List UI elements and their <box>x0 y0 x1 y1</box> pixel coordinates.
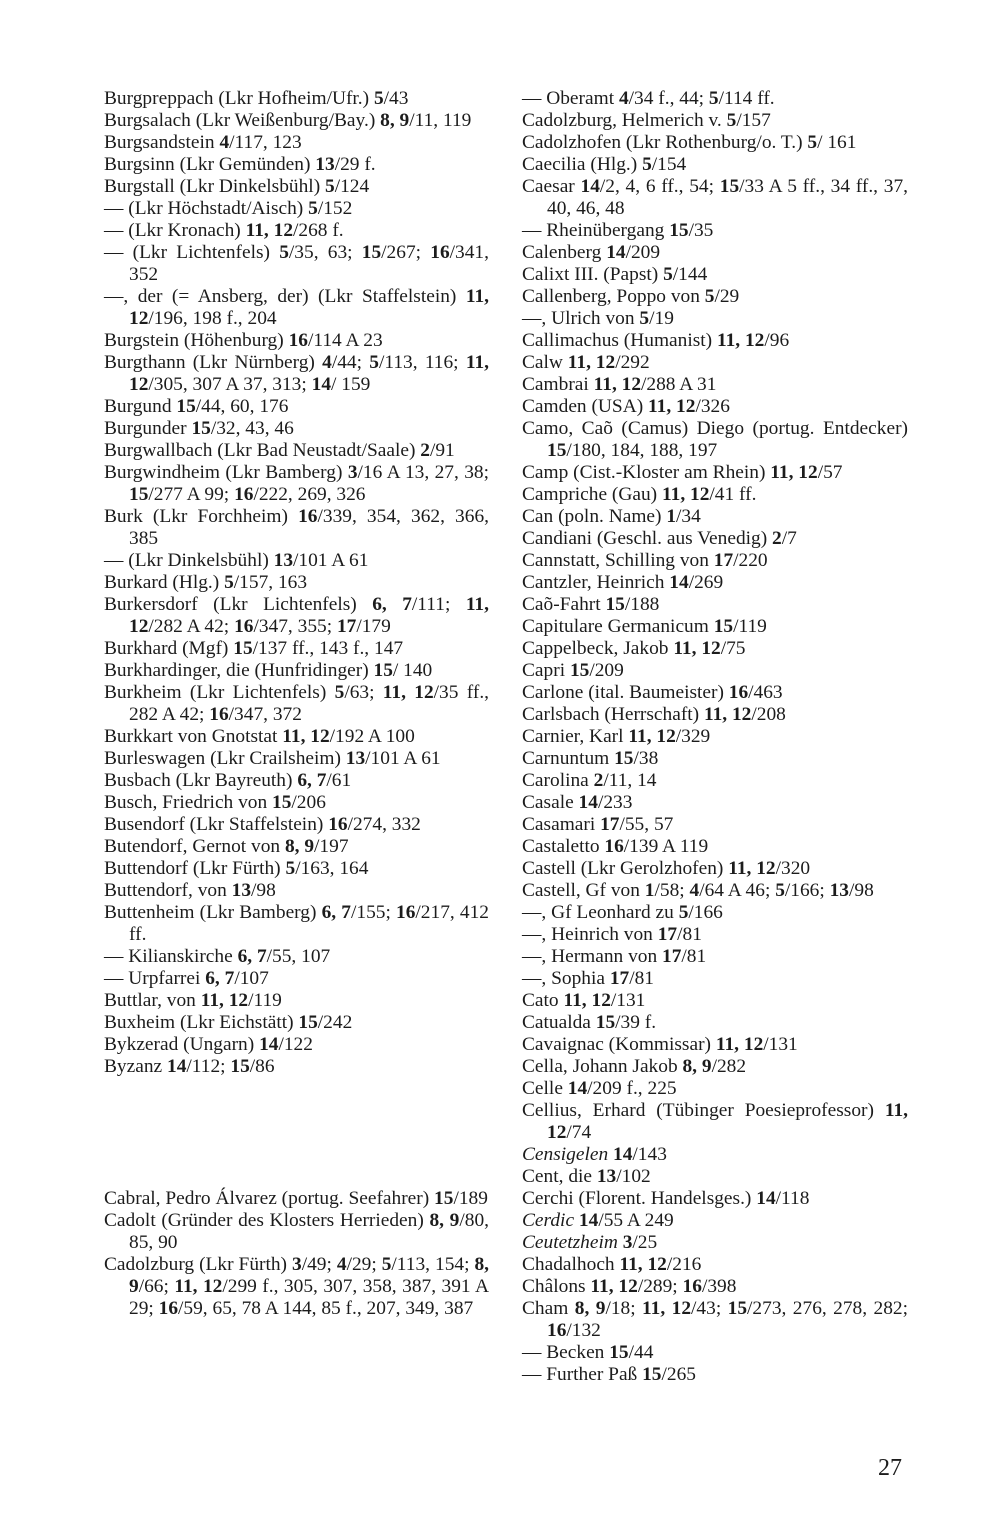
index-entry: Burgstein (Höhenburg) 16/114 A 23 <box>104 330 383 351</box>
index-entry: Buttendorf, von 13/98 <box>104 880 276 901</box>
index-entry: Castell (Lkr Gerolzhofen) 11, 12/320 <box>522 858 811 879</box>
index-entry: Burgwallbach (Lkr Bad Neustadt/Saale) 2/91 <box>104 440 455 461</box>
index-entry: — (Lkr Dinkelsbühl) 13/101 A 61 <box>104 550 369 571</box>
index-entry: —, Ulrich von 5/19 <box>522 308 674 329</box>
index-entry: Carlsbach (Herrschaft) 11, 12/208 <box>522 704 786 725</box>
index-entry: Camo, Caõ (Camus) Diego (portug. Entdecker) 15/180, 184, 188, 197 <box>522 418 908 461</box>
index-entry: Busbach (Lkr Bayreuth) 6, 7/61 <box>104 770 352 791</box>
index-entry: Camp (Cist.-Kloster am Rhein) 11, 12/57 <box>522 462 843 483</box>
index-entry: Castaletto 16/139 A 119 <box>522 836 709 857</box>
index-entry: — Oberamt 4/34 f., 44; 5/114 ff. <box>522 88 775 109</box>
index-entry: Carnuntum 15/38 <box>522 748 659 769</box>
index-entry: Burgunder 15/32, 43, 46 <box>104 418 294 439</box>
index-entry: Burkersdorf (Lkr Lichtenfels) 6, 7/111; 11, 12/282 A 42; 16/347, 355; 17/179 <box>104 594 489 637</box>
index-entry: Cadolzburg (Lkr Fürth) 3/49; 4/29; 5/113, 154; 8, 9/66; 11, 12/299 f., 305, 307, 358, 387, 391 A 29; 16/59, 65, 78 A 144, 85 f., 207, 349, 387 <box>104 1254 490 1319</box>
index-entry: Candiani (Geschl. aus Venedig) 2/7 <box>522 528 797 549</box>
index-entry: Casamari 17/55, 57 <box>522 814 674 835</box>
index-entry: Burkkart von Gnotstat 11, 12/192 A 100 <box>104 726 415 747</box>
index-entry: Burleswagen (Lkr Crailsheim) 13/101 A 61 <box>104 748 441 769</box>
index-entry: Campriche (Gau) 11, 12/41 ff. <box>522 484 757 505</box>
index-entry: — Urpfarrei 6, 7/107 <box>104 968 269 989</box>
index-entry: Cato 11, 12/131 <box>522 990 646 1011</box>
index-entry: Cerdic 14/55 A 249 <box>522 1210 674 1231</box>
index-entry: Chadalhoch 11, 12/216 <box>522 1254 702 1275</box>
index-entry: Buttlar, von 11, 12/119 <box>104 990 282 1011</box>
section-gap <box>104 1078 489 1188</box>
index-entry: Cadolt (Gründer des Klosters Herrieden) 8, 9/80, 85, 90 <box>104 1210 489 1253</box>
index-entry: Ceutetzheim 3/25 <box>522 1232 658 1253</box>
index-entry: —, Heinrich von 17/81 <box>522 924 702 945</box>
index-entry: Carnier, Karl 11, 12/329 <box>522 726 711 747</box>
index-entry: Camden (USA) 11, 12/326 <box>522 396 730 417</box>
index-entry: Cadolzhofen (Lkr Rothenburg/o. T.) 5/ 161 <box>522 132 857 153</box>
index-entry: Callimachus (Humanist) 11, 12/96 <box>522 330 790 351</box>
index-entry: Busch, Friedrich von 15/206 <box>104 792 326 813</box>
page-number: 27 <box>878 1455 902 1481</box>
index-entry: Butendorf, Gernot von 8, 9/197 <box>104 836 349 857</box>
index-entry: — (Lkr Höchstadt/Aisch) 5/152 <box>104 198 353 219</box>
index-entry: Burgthann (Lkr Nürnberg) 4/44; 5/113, 116; 11, 12/305, 307 A 37, 313; 14/ 159 <box>104 352 489 395</box>
index-entry: Buxheim (Lkr Eichstätt) 15/242 <box>104 1012 353 1033</box>
index-entry: Cappelbeck, Jakob 11, 12/75 <box>522 638 746 659</box>
index-entry: —, Gf Leonhard zu 5/166 <box>522 902 723 923</box>
index-entry: Burgund 15/44, 60, 176 <box>104 396 289 417</box>
index-entry: Cham 8, 9/18; 11, 12/43; 15/273, 276, 278, 282; 16/132 <box>522 1298 909 1341</box>
index-entry: Burk (Lkr Forchheim) 16/339, 354, 362, 366, 385 <box>104 506 489 549</box>
index-entry: —, Sophia 17/81 <box>522 968 654 989</box>
index-entry: Cellius, Erhard (Tübinger Poesieprofessor) 11, 12/74 <box>522 1100 908 1143</box>
index-entry: Burgpreppach (Lkr Hofheim/Ufr.) 5/43 <box>104 88 409 109</box>
index-entry: — Kilianskirche 6, 7/55, 107 <box>104 946 331 967</box>
index-entry: Can (poln. Name) 1/34 <box>522 506 701 527</box>
index-entry: Burgsalach (Lkr Weißenburg/Bay.) 8, 9/11, 119 <box>104 110 472 131</box>
index-entry: Cella, Johann Jakob 8, 9/282 <box>522 1056 747 1077</box>
index-entry: — Rheinübergang 15/35 <box>522 220 714 241</box>
index-entry: Byzanz 14/112; 15/86 <box>104 1056 275 1077</box>
index-entry: Censigelen 14/143 <box>522 1144 667 1165</box>
index-entry: Capitulare Germanicum 15/119 <box>522 616 767 637</box>
index-entry: — (Lkr Kronach) 11, 12/268 f. <box>104 220 344 241</box>
index-entry: Cambrai 11, 12/288 A 31 <box>522 374 717 395</box>
index-entry: Celle 14/209 f., 225 <box>522 1078 677 1099</box>
index-entry: Burgstall (Lkr Dinkelsbühl) 5/124 <box>104 176 370 197</box>
index-entry: Cerchi (Florent. Handelsges.) 14/118 <box>522 1188 810 1209</box>
index-entry: Calw 11, 12/292 <box>522 352 650 373</box>
index-entry: Bykzerad (Ungarn) 14/122 <box>104 1034 313 1055</box>
index-entry: Cavaignac (Kommissar) 11, 12/131 <box>522 1034 798 1055</box>
index-entry: Capri 15/209 <box>522 660 624 681</box>
index-entry: —, Hermann von 17/81 <box>522 946 707 967</box>
index-entry: Cabral, Pedro Álvarez (portug. Seefahrer) 15/189 <box>104 1188 488 1209</box>
index-entry: — (Lkr Lichtenfels) 5/35, 63; 15/267; 16/341, 352 <box>104 242 489 285</box>
index-entry: Calixt III. (Papst) 5/144 <box>522 264 708 285</box>
index-entry: Caõ-Fahrt 15/188 <box>522 594 660 615</box>
index-entry: Calenberg 14/209 <box>522 242 661 263</box>
index-entry: —, der (= Ansberg, der) (Lkr Staffelstein) 11, 12/196, 198 f., 204 <box>104 286 489 329</box>
index-entry: Busendorf (Lkr Staffelstein) 16/274, 332 <box>104 814 421 835</box>
index-entry: Callenberg, Poppo von 5/29 <box>522 286 740 307</box>
index-entry: Burgsandstein 4/117, 123 <box>104 132 302 153</box>
index-entry: Caecilia (Hlg.) 5/154 <box>522 154 687 175</box>
index-entry: Cent, die 13/102 <box>522 1166 651 1187</box>
index-entry: — Further Paß 15/265 <box>522 1364 696 1385</box>
index-entry: Burkhardinger, die (Hunfridinger) 15/ 140 <box>104 660 433 681</box>
index-entry: Burgsinn (Lkr Gemünden) 13/29 f. <box>104 154 376 175</box>
index-entry: Carlone (ital. Baumeister) 16/463 <box>522 682 783 703</box>
index-entry: Carolina 2/11, 14 <box>522 770 657 791</box>
index-entry: Buttenheim (Lkr Bamberg) 6, 7/155; 16/217, 412 ff. <box>104 902 489 945</box>
index-entry: — Becken 15/44 <box>522 1342 654 1363</box>
index-entry: Burkhard (Mgf) 15/137 ff., 143 f., 147 <box>104 638 404 659</box>
index-entry: Cannstatt, Schilling von 17/220 <box>522 550 768 571</box>
index-entry: Caesar 14/2, 4, 6 ff., 54; 15/33 A 5 ff., 34 ff., 37, 40, 46, 48 <box>522 176 908 219</box>
index-entry: Cantzler, Heinrich 14/269 <box>522 572 724 593</box>
index-column-left <box>104 88 489 1320</box>
index-entry: Buttendorf (Lkr Fürth) 5/163, 164 <box>104 858 369 879</box>
index-column-right <box>522 88 908 1386</box>
index-entry: Cadolzburg, Helmerich v. 5/157 <box>522 110 771 131</box>
index-entry: Casale 14/233 <box>522 792 633 813</box>
index-entry: Catualda 15/39 f. <box>522 1012 657 1033</box>
index-entry: Burkard (Hlg.) 5/157, 163 <box>104 572 308 593</box>
index-entry: Burkheim (Lkr Lichtenfels) 5/63; 11, 12/35 ff., 282 A 42; 16/347, 372 <box>104 682 490 725</box>
index-entry: Burgwindheim (Lkr Bamberg) 3/16 A 13, 27, 38; 15/277 A 99; 16/222, 269, 326 <box>104 462 489 505</box>
index-entry: Castell, Gf von 1/58; 4/64 A 46; 5/166; 13/98 <box>522 880 874 901</box>
index-entry: Châlons 11, 12/289; 16/398 <box>522 1276 737 1297</box>
